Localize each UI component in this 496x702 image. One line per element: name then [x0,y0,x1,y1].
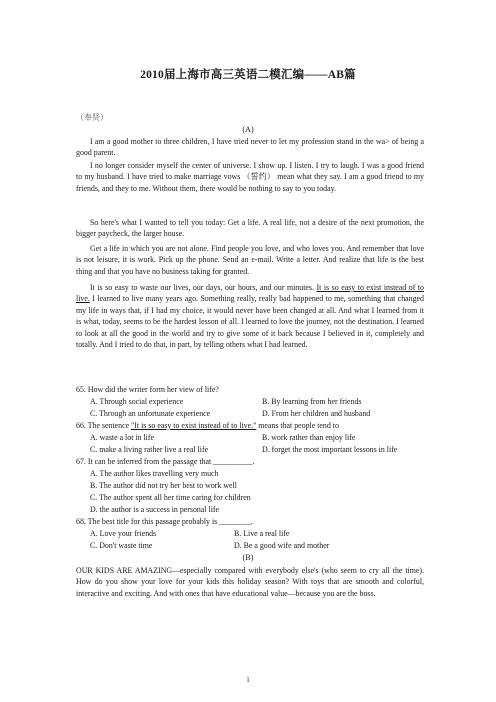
question-66-stem [76,420,339,431]
question-68-option-d: D. Be a good wife and mother [234,541,330,550]
question-65-option-d: D. From her children and husband [262,409,371,418]
question-67-option-a: A. The author likes travelling very much [90,469,219,478]
question-68-option-c: C. Don't waste time [90,541,153,550]
question-66-option-b: B. work rather than enjoy life [262,433,356,442]
question-67-option-c: C. The author spent all her time caring for children [90,493,251,502]
passage-a-paragraph-3: So here's what I wanted to tell you today: Get a life. A real life, not a desire of the next promotion, the bigger paycheck, the larger house. [76,218,424,239]
passage-b-paragraph: OUR KIDS ARE AMAZING—especially compared with everybody else's (who seem to cry all the time). How do you show your love for your kids this holiday season? With toys that are smooth and colorful, interactive and exciting. And with ones that have educational value—because you are the boss. [76,566,424,598]
paragraph-5-text-a: It is so easy to waste our lives, our days, our hours, and our minutes. [90,283,314,292]
source-label: （奉贤） [76,113,108,122]
question-66-text-b: means that people tend to [256,421,339,430]
question-68-option-a: A. Love your friends [90,529,157,538]
passage-a-paragraph-4: Get a life in which you are not alone. Find people you love, and who loves you. And remember that love is not leisure, it is work. Pick up the phone. Send an e-mail. Write a letter. And realize that life is the best thing and that you have no business taking for granted. [76,244,424,276]
page-number: 1 [246,676,250,684]
paragraph-5-underlined: It is so easy to exist instead of to live. [76,283,424,304]
question-65-option-a: A. Through social experience [90,397,184,406]
question-66-option-c: C. make a living rather live a real life [90,445,209,454]
paragraph-5-text-b: I learned to live many years ago. Something really, really bad happened to me, something that changed my life in ways that, if I had my choice, it would never have been changed at all. And what I learned from it is what, today, seems to be the hardest lesson of all. I learned to love the journey, not the destination. I learned to look at all the good in the world and try to give some of it back because I believed in it, completely and totally. And I tried to do that, in part, by telling others what I had learned. [76,294,424,350]
question-67-option-b: B. The author did not try her best to work well [90,481,237,490]
question-67-stem: 67. It can be inferred from the passage that __________. [76,457,255,466]
question-66-text-a: 66. The sentence [76,421,132,430]
question-65-option-b: B. By learning from her friends [262,397,362,406]
question-65-option-c: C. Through an unfortunate experience [90,409,211,418]
section-a-label: (A) [242,125,254,134]
question-68-option-b: B. Live a real life [234,529,290,538]
passage-a-paragraph-2: I no longer consider myself the center of universe. I show up. I listen. I try to laugh. I was a good friend to my husband. I have tried to make marriage vows （誓约） mean what they say. I am a good friend to my friends, and they to me. Without them, there would be nothing to say to you today. [76,161,424,193]
question-66-option-a: A. waste a lot in life [90,433,154,442]
passage-a-paragraph-1: I am a good mother to three children, I have tried never to let my profession stand in the wa> of being a good parent. [76,137,424,158]
page-title: 2010届上海市高三英语二模汇编——AB篇 [140,69,356,81]
question-68-stem: 68. The best title for this passage probably is ________. [76,517,253,526]
question-66-underlined: "It is so easy to exist instead of to live." [131,421,257,430]
question-65-stem: 65. How did the writer form her view of life? [76,385,219,394]
passage-a-paragraph-5 [76,282,424,350]
section-b-label: (B) [242,553,254,562]
question-67-option-d: D. the author is a success in personal life [90,505,220,514]
question-66-option-d: D. forget the most important lessons in life [262,445,398,454]
